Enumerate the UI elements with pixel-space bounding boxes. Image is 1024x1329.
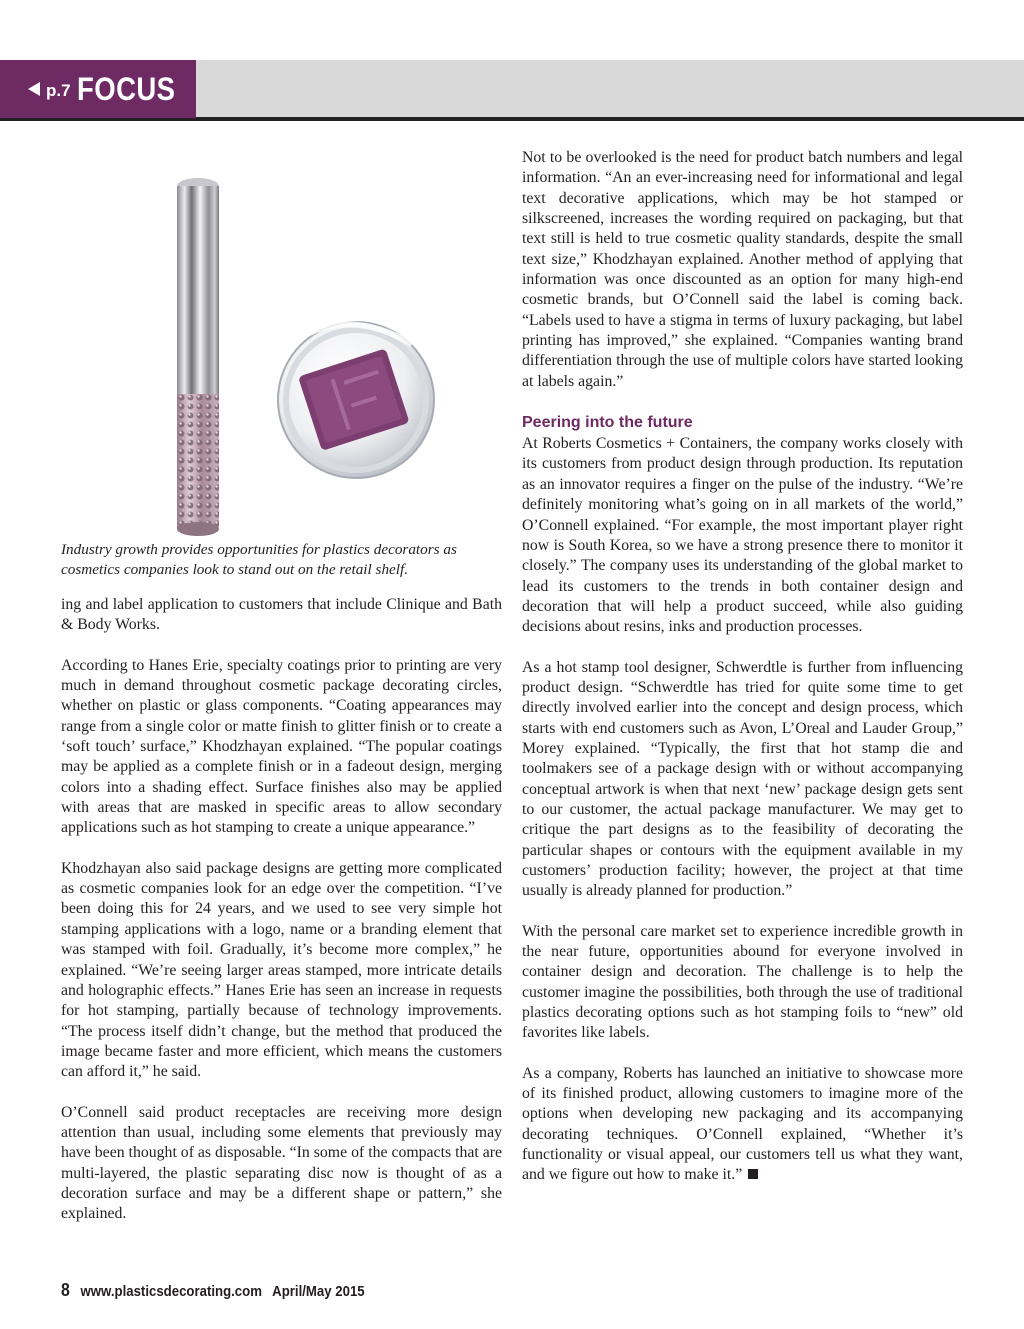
page-footer [61,1280,365,1301]
figure-caption: Industry growth provides opportunities for plastics decorators as cosmetics companies look to stand out on the retail shelf. [61,541,457,578]
product-photo [150,168,440,543]
final-paragraph-text: As a company, Roberts has launched an initiative to showcase more of its finished product, allowing customers to imagine more of the options when developing new packaging and its accompanying decorating techniques. O’Connell explained, “Whether it’s functionality or visual appeal, our customers tell us what they want, and we figure out how to make it.” [522,1064,963,1184]
body-paragraph: Khodzhayan also said package designs are getting more complicated as cosmetic companies look for an edge over the competition. “I’ve been doing this for 24 years, and we used to see very simple hot stamping applications with a logo, name or a branding element that was stamped with foil. Gradually, it’s become more complex,” he explained. “We’re seeing larger areas stamped, more intricate details and holographic effects.” Hanes Erie has seen an increase in requests for hot stamping, partially because of technology improvements. “The process itself didn’t change, but the method that produced the image became faster and more efficient, which means the customers can afford it,” he said. [61,859,502,1081]
section-title: FOCUS [76,70,176,107]
left-column [61,595,502,1245]
section-tab[interactable] [0,60,196,118]
left-arrow-icon [28,82,40,96]
right-column [522,148,963,1206]
body-paragraph: As a hot stamp tool designer, Schwerdtle is further from influencing product design. “Schwerdtle has tried for quite some time to get directly involved earlier into the concept and design process, which starts with end customers such as Avon, L’Oreal and Lauder Group,” Morey explained. “Typically, the first that hot stamp die and toolmakers see of a package design with or without accompanying conceptual artwork is when that next ‘new’ package design gets sent to our customer, the actual package manufacturer. We may get to critique the part designs as to the feasibility of decorating the particular shapes or contours with the equipment available in my customers’ production facility; however, the project at that time usually is already planned for production.” [522,658,963,900]
body-paragraph-final [522,1064,963,1186]
page-reference[interactable]: p.7 [46,81,71,100]
body-paragraph: Not to be overlooked is the need for product batch numbers and legal information. “An an ever-increasing need for informational and legal text decorative applications, which may be hot stamped or silkscreened, increases the wording required on packaging, but that text still is held to true cosmetic quality standards, despite the small text size,” Khodzhayan explained. Another method of applying that information was once discounted as an option for many high-end cosmetic brands, but O’Connell said the label is coming back. “Labels used to have a stigma in terms of luxury packaging, but label printing has improved,” she explained. “Companies wanting brand differentiation through the use of multiple colors have started looking at labels again.” [522,149,963,390]
body-paragraph: O’Connell said product receptacles are receiving more design attention than usual, including some elements that previously may have been thought of as disposable. “In some of the compacts that are multi-layered, the plastic separating disc now is thought of as a decoration surface and may be a different shape or pattern,” she explained. [61,1103,502,1223]
website-link[interactable]: www.plasticsdecorating.com [80,1283,262,1300]
body-paragraph: At Roberts Cosmetics + Containers, the company works closely with its customers from product design through production. Its reputation as an innovator requires a finger on the pulse of the industry. “We’re definitely monitoring what’s going on in all markets of the world,” O’Connell explained. “For example, the most important player right now is South Korea, so we have a strong presence there to monitor it closely.” The company uses its understanding of the global market to lead its customers to the trends in both container design and decoration that will help a product succeed, while also guiding decisions about resins, inks and production processes. [522,435,963,636]
end-mark-icon [748,1169,758,1179]
page-number: 8 [61,1280,70,1300]
body-paragraph: With the personal care market set to experience incredible growth in the near future, opportunities abound for everyone involved in container design and decoration. The challenge is to help the customer imagine the possibilities, both through the use of traditional plastics decorating options such as hot stamping foils to “new” old favorites like labels. [522,922,963,1042]
body-paragraph: ing and label application to customers that include Clinique and Bath & Body Works. [61,596,502,634]
body-paragraph: According to Hanes Erie, specialty coatings prior to printing are very much in demand throughout cosmetic package decorating circles, whether on plastic or glass components. “Coating appearances may range from a single color or matte finish to glitter finish or to create a ‘soft touch’ surface,” Khodzhayan explained. “The popular coatings may be applied as a complete finish or in a fadeout design, merging colors into a shading effect. Surface finishes also may be applied with areas that are masked in specific areas to allow secondary applications such as hot stamping to create a unique appearance.” [61,656,502,837]
issue-date: April/May 2015 [272,1283,365,1300]
section-subheading: Peering into the future [522,414,693,432]
